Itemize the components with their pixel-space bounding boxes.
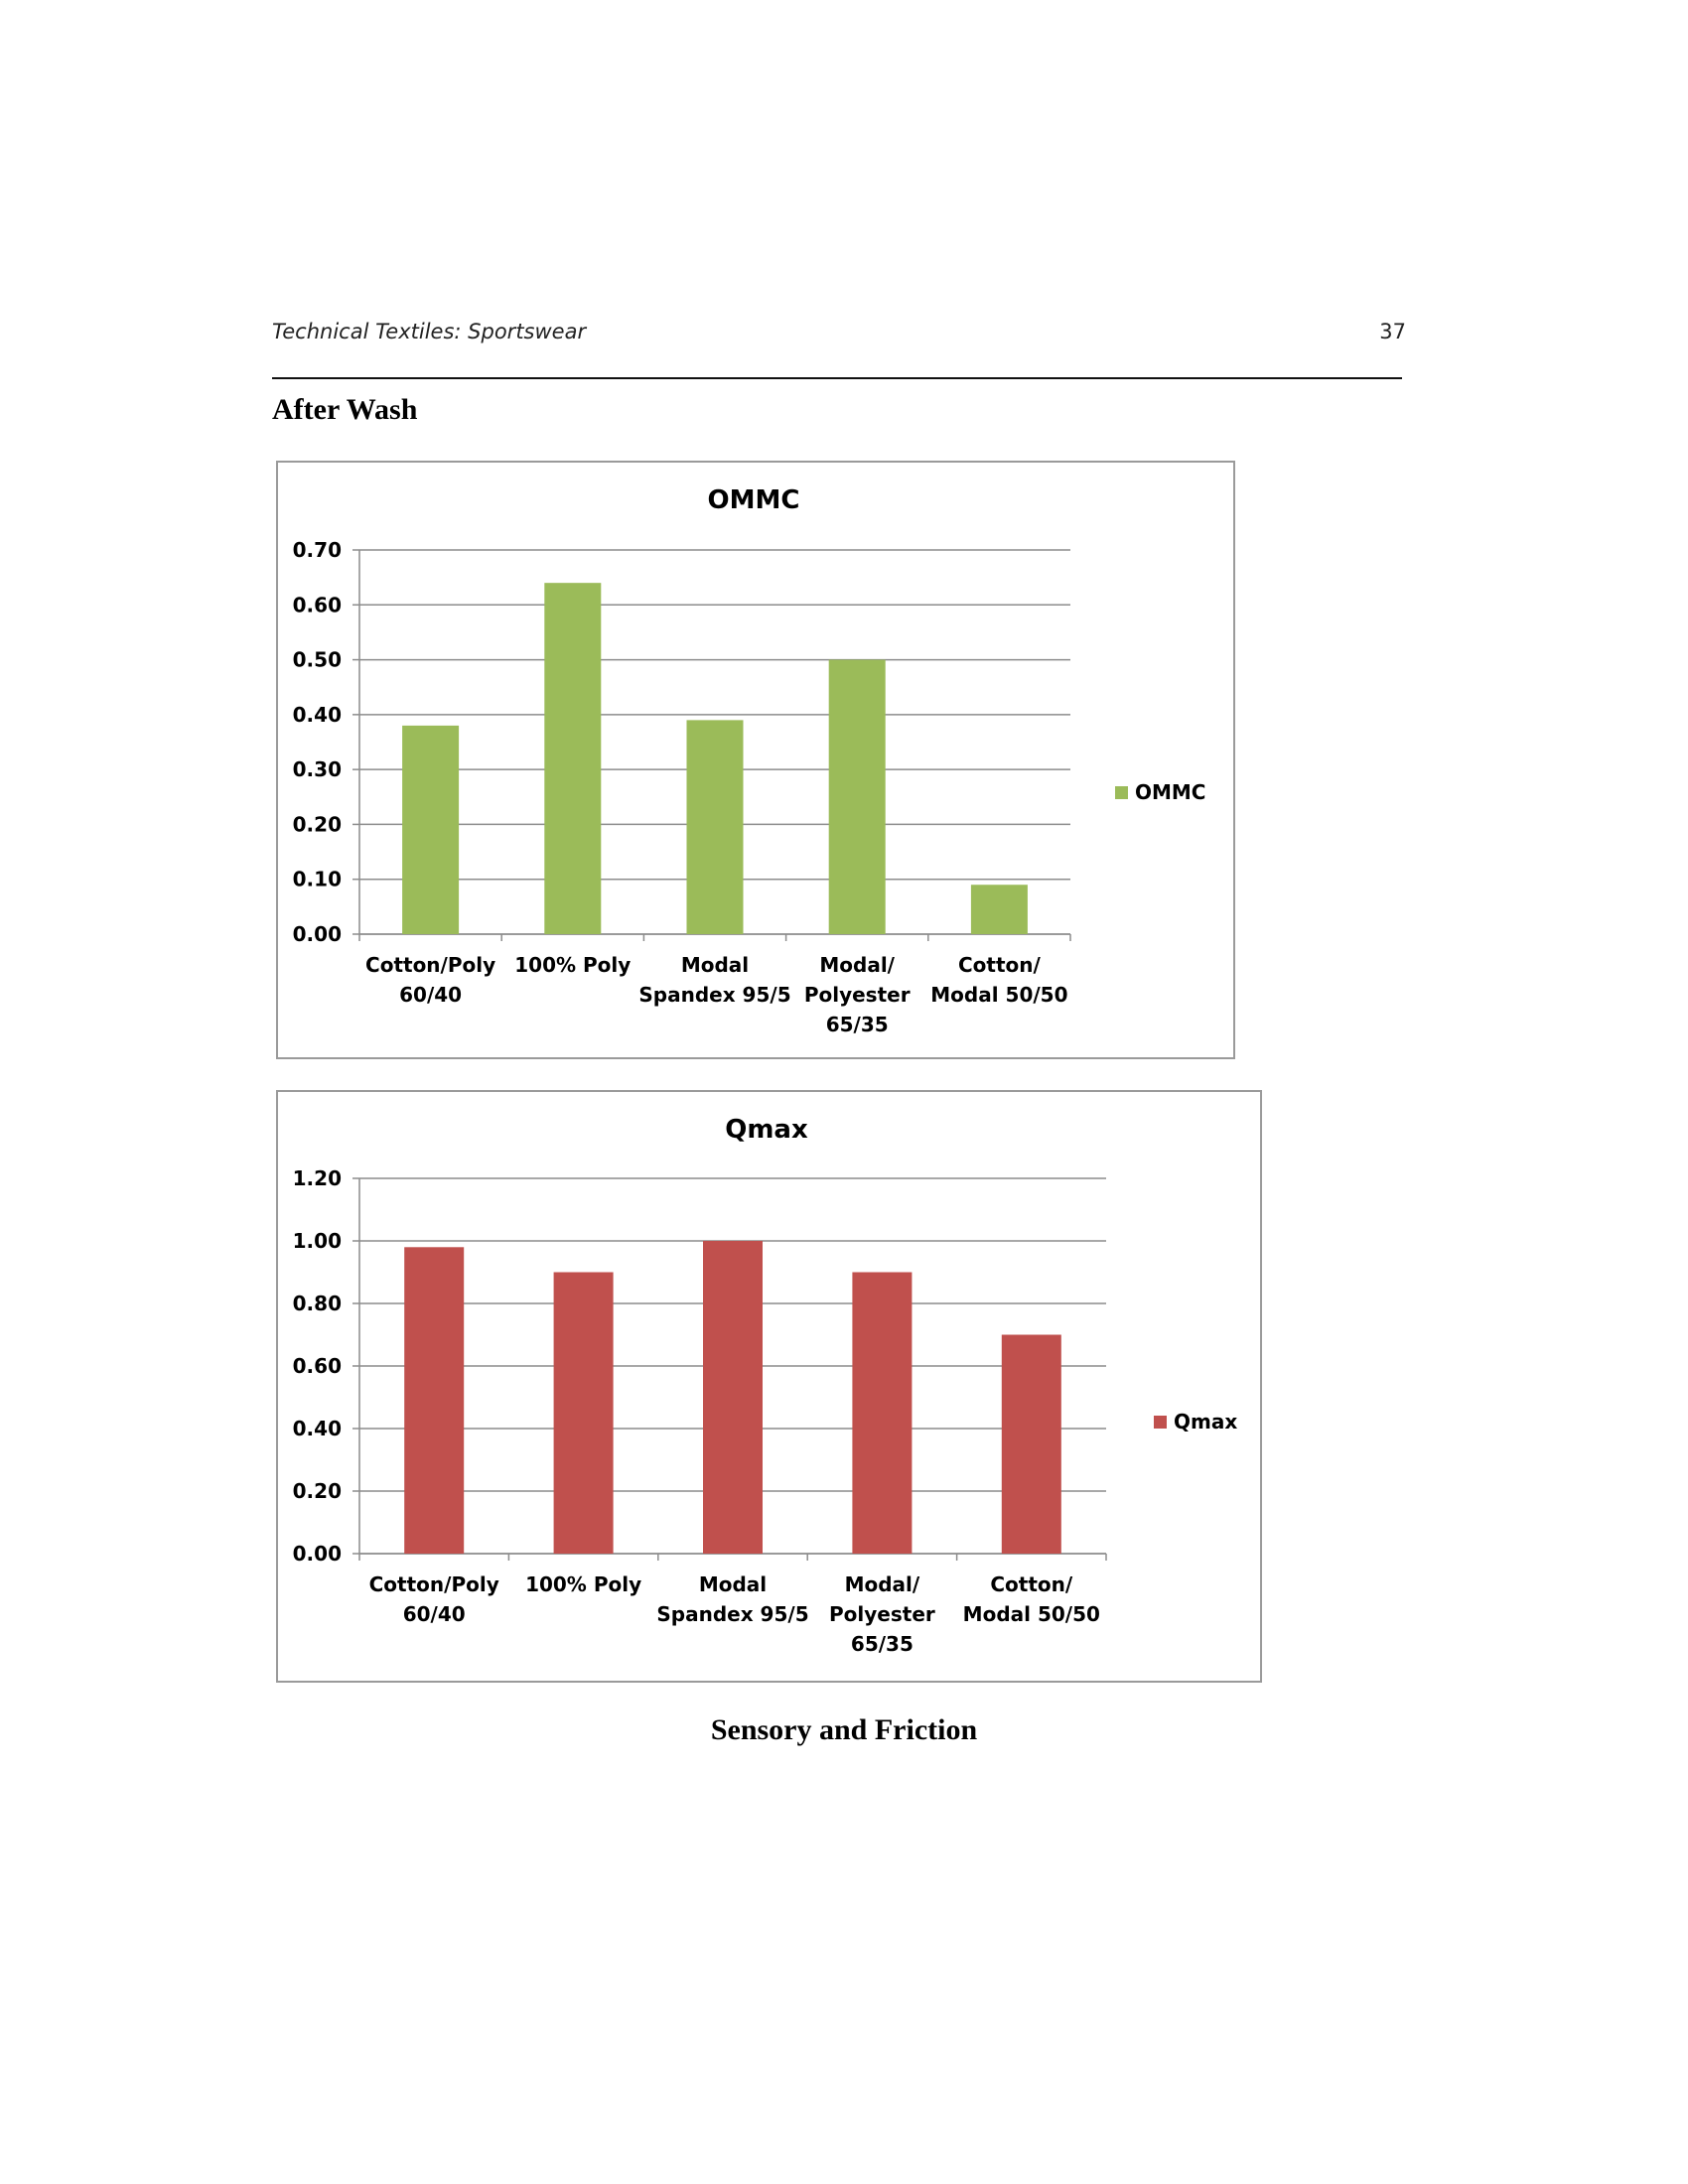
ommc-x-tick-label: Cotton/ <box>957 953 1041 977</box>
qmax-y-tick-label: 1.20 <box>292 1166 342 1190</box>
page-number: 37 <box>1379 320 1406 343</box>
qmax-x-tick-label: 100% Poly <box>525 1572 642 1596</box>
qmax-y-tick-label: 1.00 <box>292 1229 342 1253</box>
qmax-bar <box>554 1273 614 1555</box>
bottom-heading: Sensory and Friction <box>710 1713 978 1746</box>
ommc-chart-svg <box>278 463 1233 1057</box>
ommc-y-tick-label: 0.70 <box>292 538 342 562</box>
ommc-bar <box>829 660 886 934</box>
qmax-x-tick-label: Cotton/Poly <box>368 1572 499 1596</box>
qmax-x-tick-label: Modal 50/50 <box>962 1602 1100 1626</box>
qmax-x-tick-label: Modal <box>698 1572 768 1596</box>
ommc-legend-swatch <box>1115 786 1128 799</box>
qmax-x-tick-label: 60/40 <box>402 1602 466 1626</box>
qmax-bar <box>852 1273 912 1555</box>
ommc-chart-title: OMMC <box>707 485 800 515</box>
qmax-chart <box>276 1090 1262 1683</box>
ommc-x-tick-label: Modal/ <box>819 953 896 977</box>
qmax-x-tick-label: Spandex 95/5 <box>656 1602 809 1626</box>
ommc-x-tick-label: Cotton/Poly <box>365 953 496 977</box>
header-rule <box>272 377 1402 379</box>
ommc-y-tick-label: 0.10 <box>292 867 342 891</box>
ommc-bar <box>687 720 744 934</box>
qmax-x-tick-label: Modal/ <box>844 1572 920 1596</box>
ommc-x-tick-label: Spandex 95/5 <box>638 983 791 1007</box>
qmax-y-tick-label: 0.80 <box>292 1292 342 1315</box>
ommc-x-tick-label: 60/40 <box>399 983 463 1007</box>
ommc-x-tick-label: 100% Poly <box>514 953 632 977</box>
qmax-y-tick-label: 0.40 <box>292 1417 342 1440</box>
qmax-chart-svg <box>278 1092 1260 1681</box>
qmax-bar <box>1002 1335 1061 1555</box>
ommc-chart <box>276 461 1235 1059</box>
qmax-y-tick-label: 0.00 <box>292 1542 342 1566</box>
ommc-x-tick-label: Polyester <box>803 983 911 1007</box>
qmax-legend-swatch <box>1154 1416 1167 1429</box>
ommc-y-tick-label: 0.00 <box>292 922 342 946</box>
ommc-bar <box>971 885 1028 934</box>
qmax-y-tick-label: 0.20 <box>292 1479 342 1503</box>
ommc-y-tick-label: 0.40 <box>292 702 342 727</box>
ommc-bar <box>544 583 601 934</box>
qmax-x-tick-label: Polyester <box>829 1602 935 1626</box>
ommc-x-tick-label: Modal <box>680 953 750 977</box>
ommc-legend-label: OMMC <box>1135 780 1206 804</box>
qmax-y-tick-label: 0.60 <box>292 1354 342 1378</box>
running-head: Technical Textiles: Sportswear <box>272 320 587 343</box>
qmax-legend-label: Qmax <box>1174 1410 1238 1433</box>
ommc-bar <box>402 726 459 934</box>
ommc-x-tick-label: 65/35 <box>825 1013 889 1036</box>
qmax-bar <box>703 1241 763 1554</box>
qmax-x-tick-label: 65/35 <box>850 1632 914 1656</box>
qmax-x-tick-label: Cotton/ <box>990 1572 1073 1596</box>
ommc-y-tick-label: 0.20 <box>292 812 342 837</box>
qmax-bar <box>404 1247 464 1554</box>
qmax-chart-title: Qmax <box>725 1115 808 1145</box>
ommc-y-tick-label: 0.60 <box>292 593 342 617</box>
ommc-y-tick-label: 0.30 <box>292 757 342 782</box>
section-heading: After Wash <box>272 393 418 426</box>
ommc-y-tick-label: 0.50 <box>292 647 342 672</box>
ommc-x-tick-label: Modal 50/50 <box>930 983 1068 1007</box>
